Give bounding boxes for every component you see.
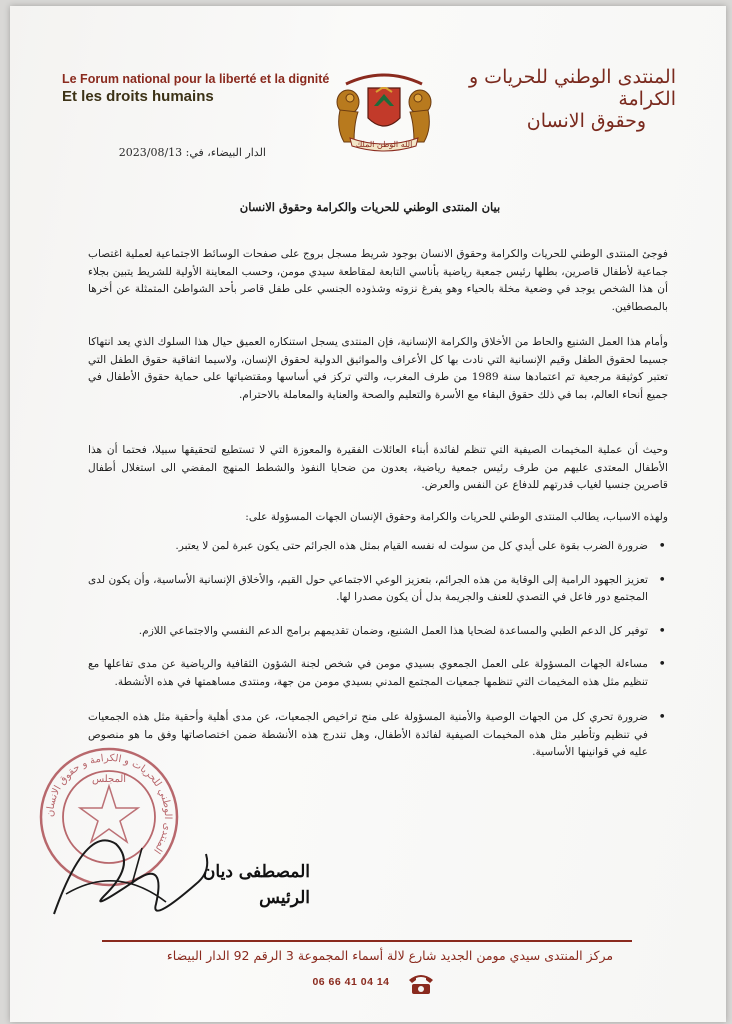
org-name-arabic [426,66,676,132]
org-name-french [62,72,332,105]
statement-title: بيان المنتدى الوطني للحريات والكرامة وحقوق الانسان [239,200,501,214]
signatory-name: المصطفى ديان [202,862,310,882]
org-name-arabic-line2: وحقوق الانسان [526,110,646,132]
demand-item: • توفير كل الدعم الطبي والمساعدة لضحايا هذا العمل الشنيع، وضمان تقديمهم برامج الدعم النفسي والاجتماعي اللازم. [88,623,668,641]
date-line: الدار البيضاء، في: 2023/08/13 [118,146,266,159]
paragraph-2: وأمام هذا العمل الشنيع والحاط من الأخلاق والكرامة الإنسانية، فإن المنتدى يسجل استنكاره العميق حيال هذا السلوك الذي يعد انتهاكا جسيما لحقوق الطفل وقيم الإنسانية التي نادت بها كل الأعراف والمواثيق الدولية لحقوق الإنسان، ولاسيما اتفاقية حقوق الطفل التي تعتبر كوثيقة مرجعية تم اعتمادها سنة 1989 من طرف المغرب، والتي تركز في أساسها ومقتضياتها على حماية حقوق الأطفال في جميع أنحاء العالم، بما في ذلك حقوق البقاء مع الأسرة والتعليم والصحة والعناية والمعاملة بالاحترام. [88,336,668,401]
demand-item: • تعزيز الجهود الرامية إلى الوقاية من هذه الجرائم، بتعزيز الوعي الاجتماعي حول القيم، والأخلاق الإنسانية الأساسية، وأن يكون لدى المجتمع دور فاعل في التصدي للعنف والجريمة بدل أن يكون مصدرا لها. [88,572,668,607]
handwritten-signature [46,784,226,934]
stamp-ring-text: المنتدى الوطني للحريات و الكرامة و حقوق الانسان [44,752,174,856]
demand-item: • ضرورة الضرب بقوة على أيدي كل من سولت له نفسه القيام بمثل هذه الجرائم حتى يكون عبرة لمن لا يعتبر. [88,538,668,556]
telephone-icon [406,970,436,996]
demand-item: • ضرورة تحري كل من الجهات الوصية والأمنية المسؤولة على منح تراخيص الجمعيات، عن مدى أهلية وأحقية مثل هذه الجمعيات في تنظيم وتأطير مثل هذه المخيمات الصيفية لفائدة الأطفال، وهل تندرج هذه الأنشطة ضمن اختصاصاتها وفق ما هو منصوص عليه في قوانينها الأساسية. [88,709,668,762]
footer-phone: 06 66 41 04 14 [312,976,390,988]
paragraph-4: ولهذه الاسباب، يطالب المنتدى الوطني للحريات والكرامة وحقوق الإنسان الجهات المسؤولة على: [245,511,668,523]
logo-motto: الله الوطن الملك [355,140,413,149]
org-name-french-line2: Et les droits humains [62,88,214,105]
paragraph-3: وحيث أن عملية المخيمات الصيفية التي تنظم لفائدة أبناء العائلات الفقيرة والمعوزة التي لا تستطيع لتحقيقها سبيلا، فحتما أن هذا الأطفال المعتدى عليهم من طرف رئيس جمعية رياضية، يعدون من ضحايا النفوذ والشطط المنهج المفضي الى استغلال أطفال قاصرين جنسيا لغياب قدرتهم للدفاع عن النفس والعرض. [88,444,668,491]
footer-divider [102,940,632,942]
stamp-center-text: المجلس [91,774,127,785]
signatory-title: الرئيس [259,888,310,908]
paragraph-1: فوجئ المنتدى الوطني للحريات والكرامة وحقوق الانسان بوجود شريط مسجل بروج على صفحات الوسائط الاجتماعية لعملية اغتصاب جماعية لأطفال قاصرين، بطلها رئيس جمعية رياضية بأناسي التابعة لمقاطعة سيدي مومن، وحسب المعاينة الأولية للشريط يتبين بجلاء أن هذا الشخص يوجد في وضعية مخلة بالحياء وهو يفرغ نزوته وشذوده الجنسي على طفل قاصر بأحد الشواطئ المتمثلة عن أخرها بالمصطافين. [88,248,668,313]
demand-item: • مساءلة الجهات المسؤولة على العمل الجمعوي بسيدي مومن في شخص لجنة الشؤون الثقافية والرياضية عن مدى تفاعلها مع تنظيم مثل هذه المخيمات التي تنظمها جمعيات المجتمع المدني بسيدي مومن من جهة، ومنتدى مساهمتها في هذه الأنشطة. [88,656,668,691]
org-name-french-line1: Le Forum national pour la liberté et la dignité [62,72,330,86]
footer-address: مركز المنتدى سيدي مومن الجديد شارع لالة أسماء المجموعة 3 الرقم 92 الدار البيضاء [166,948,614,963]
letter-sheet [10,6,726,1022]
demands-list [88,538,668,775]
org-name-arabic-line1: المنتدى الوطني للحريات و الكرامة [468,66,676,110]
